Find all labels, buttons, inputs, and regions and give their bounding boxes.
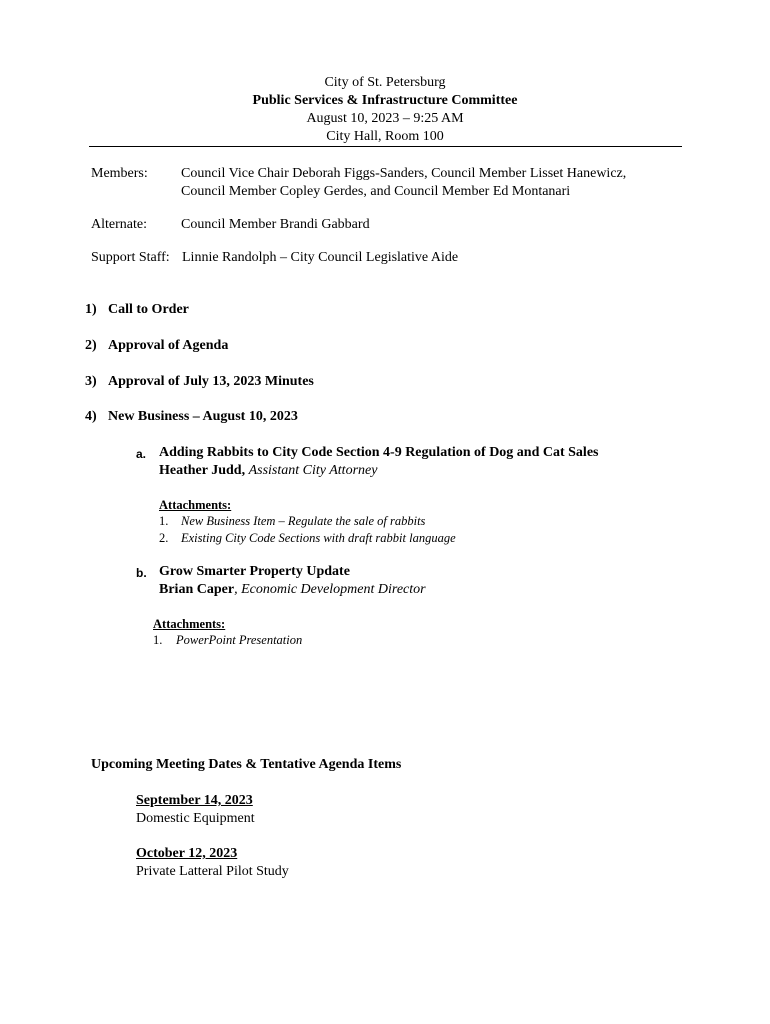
upcoming-meeting-item: Private Latteral Pilot Study [136,864,289,879]
new-business-letter: b. [136,566,147,580]
alternate-label: Alternate: [91,217,147,232]
attachment-link[interactable]: New Business Item – Regulate the sale of rabbits [181,514,426,528]
upcoming-meeting-date: October 12, 2023 [136,846,238,861]
meeting-location: City Hall, Room 100 [326,129,444,144]
attachments-label: Attachments: [153,617,226,631]
new-business-presenter-line [159,463,377,479]
attachments-label: Attachments: [159,498,232,512]
new-business-letter: a. [136,447,147,461]
new-business-presenter-line [159,582,426,598]
agenda-item-new-business: New Business – August 10, 2023 [108,409,298,424]
attachment-number: 1. [153,633,163,647]
members-line-1: Council Vice Chair Deborah Figgs-Sanders, Council Member Lisset Hanewicz, [181,166,627,181]
committee-name: Public Services & Infrastructure Committee [252,93,518,108]
upcoming-heading: Upcoming Meeting Dates & Tentative Agenda Items [91,757,402,772]
new-business-title: Adding Rabbits to City Code Section 4-9 Regulation of Dog and Cat Sales [159,445,599,460]
presenter-name: Heather Judd, [159,463,246,478]
upcoming-meeting-date: September 14, 2023 [136,793,253,808]
new-business-title: Grow Smarter Property Update [159,564,350,579]
attachment-number: 2. [159,531,169,545]
support-staff-label: Support Staff: [91,250,170,265]
agenda-item-number: 2) [85,338,97,353]
attachment-number: 1. [159,514,169,528]
members-line-2: Council Member Copley Gerdes, and Council Member Ed Montanari [181,184,571,199]
members-label: Members: [91,166,148,181]
agenda-item-approval-of-agenda: Approval of Agenda [108,338,229,353]
agenda-item-call-to-order: Call to Order [108,302,189,317]
agenda-item-approval-of-minutes: Approval of July 13, 2023 Minutes [108,374,314,389]
presenter-role: , Economic Development Director [234,582,426,597]
alternate-member: Council Member Brandi Gabbard [181,217,370,232]
agenda-item-number: 1) [85,302,97,317]
attachment-link[interactable]: PowerPoint Presentation [176,633,303,647]
presenter-name: Brian Caper [159,582,235,597]
presenter-role: Assistant City Attorney [248,463,378,478]
agenda-item-number: 3) [85,374,97,389]
agenda-item-number: 4) [85,409,97,424]
header-divider [89,146,682,147]
meeting-datetime: August 10, 2023 – 9:25 AM [306,111,464,126]
support-staff: Linnie Randolph – City Council Legislative Aide [182,250,459,265]
city-name: City of St. Petersburg [324,75,446,90]
attachment-link[interactable]: Existing City Code Sections with draft rabbit language [181,531,456,545]
upcoming-meeting-item: Domestic Equipment [136,811,255,826]
